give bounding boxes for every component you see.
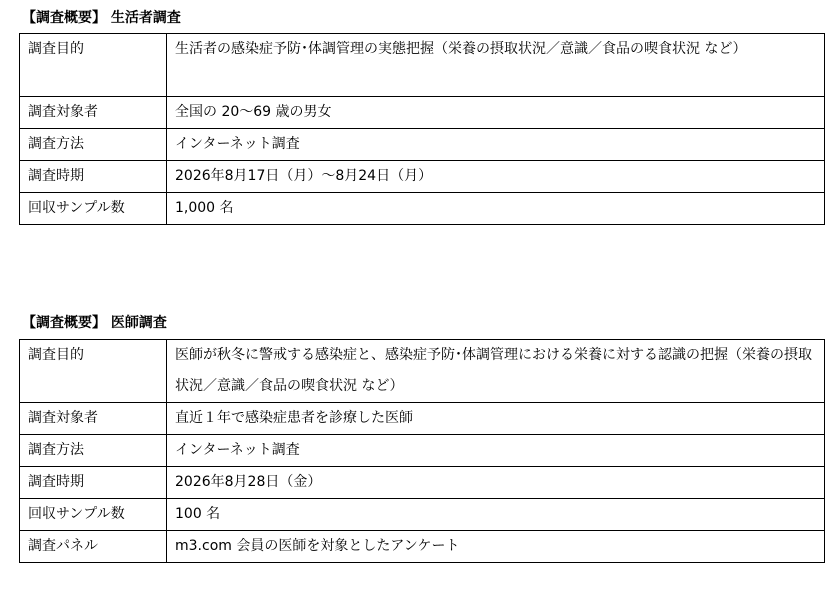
row-value-method: インターネット調査 [167, 435, 825, 467]
row-label-method: 調査方法 [20, 129, 167, 161]
row-value-period: 2026年8月28日（金） [167, 467, 825, 499]
table-row [20, 193, 825, 225]
row-value-sample-count: 100 名 [167, 499, 825, 531]
row-value-period: 2026年8月17日（月）～8月24日（月） [167, 161, 825, 193]
table-row [20, 129, 825, 161]
table-row [20, 531, 825, 563]
row-value-purpose: 医師が秋冬に警戒する感染症と、感染症予防･体調管理における栄養に対する認識の把握（栄養の摂取状況／意識／食品の喫食状況 など） [167, 340, 825, 403]
row-value-panel: m3.com 会員の医師を対象としたアンケート [167, 531, 825, 563]
row-value-target: 直近１年で感染症患者を診療した医師 [167, 403, 825, 435]
row-label-method: 調査方法 [20, 435, 167, 467]
section-title-physician-survey: 【調査概要】 医師調査 [22, 315, 167, 331]
survey-overview-table-consumer [19, 33, 825, 225]
table-row [20, 34, 825, 97]
row-label-panel: 調査パネル [20, 531, 167, 563]
row-value-purpose: 生活者の感染症予防･体調管理の実態把握（栄養の摂取状況／意識／食品の喫食状況 など） [167, 34, 825, 97]
row-label-target: 調査対象者 [20, 403, 167, 435]
row-label-purpose: 調査目的 [20, 340, 167, 403]
table-row [20, 467, 825, 499]
row-value-sample-count: 1,000 名 [167, 193, 825, 225]
section-title-consumer-survey: 【調査概要】 生活者調査 [22, 10, 181, 26]
row-label-period: 調査時期 [20, 467, 167, 499]
row-label-sample-count: 回収サンプル数 [20, 193, 167, 225]
row-value-method: インターネット調査 [167, 129, 825, 161]
row-label-period: 調査時期 [20, 161, 167, 193]
row-label-purpose: 調査目的 [20, 34, 167, 97]
row-value-target: 全国の 20～69 歳の男女 [167, 97, 825, 129]
row-label-sample-count: 回収サンプル数 [20, 499, 167, 531]
table-row [20, 161, 825, 193]
table-row [20, 97, 825, 129]
table-row [20, 403, 825, 435]
table-row [20, 340, 825, 403]
survey-overview-table-physician [19, 339, 825, 563]
table-row [20, 499, 825, 531]
row-label-target: 調査対象者 [20, 97, 167, 129]
table-row [20, 435, 825, 467]
